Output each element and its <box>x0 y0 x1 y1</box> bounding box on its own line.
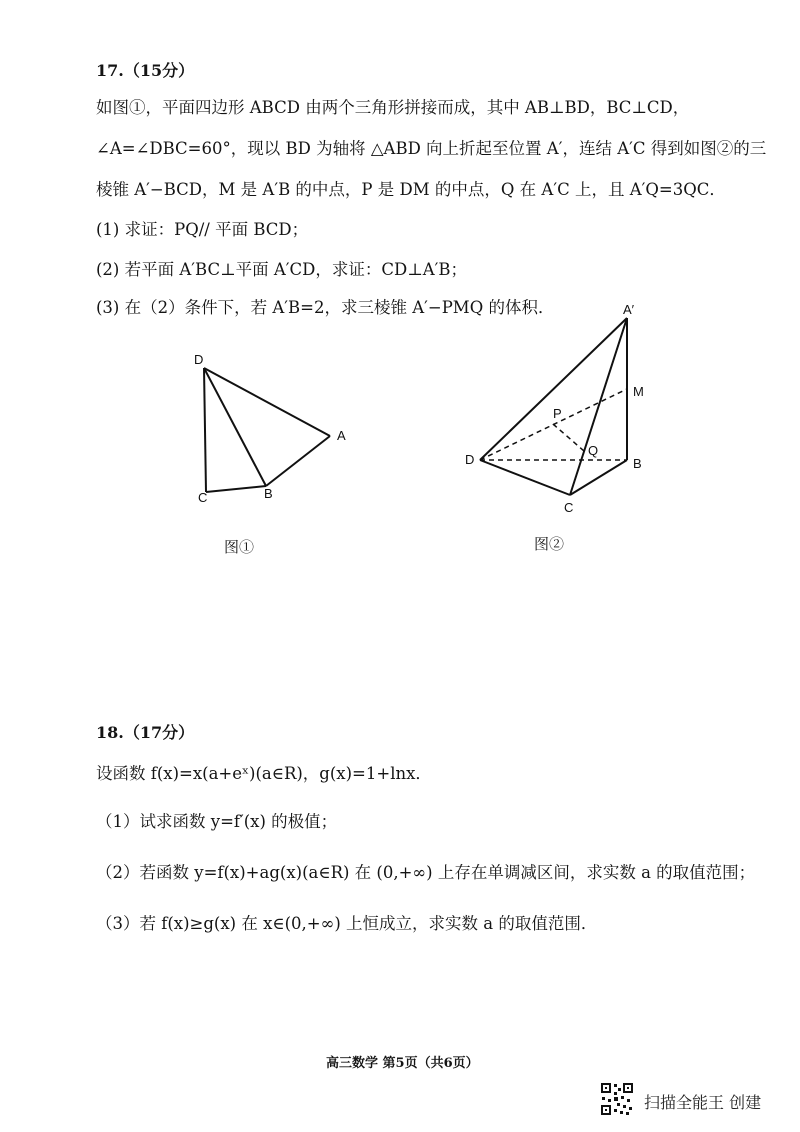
q18-intro: 设函数 f(x)=x(a+eˣ)(a∈R)，g(x)=1+lnx． <box>96 764 432 783</box>
q18-part3: （3）若 f(x)≥g(x) 在 x∈(0,+∞) 上恒成立，求实数 a 的取值范围． <box>96 914 598 933</box>
q17-part2: (2) 若平面 A′BC⊥平面 A′CD，求证：CD⊥A′B； <box>96 260 468 279</box>
q17-header: 17.（15分） <box>96 61 195 80</box>
figure-2-caption: 图② <box>534 535 565 553</box>
q18-part2: （2）若函数 y=f(x)+ag(x)(a∈R) 在 (0,+∞) 上存在单调减区间，求实数 a 的取值范围； <box>96 863 756 882</box>
q18-header: 18.（17分） <box>96 723 195 742</box>
label-a: A <box>337 428 346 443</box>
q17-part3: (3) 在（2）条件下，若 A′B=2，求三棱锥 A′−PMQ 的体积． <box>96 298 555 317</box>
q18-part1: （1）试求函数 y=f′(x) 的极值； <box>96 812 338 831</box>
label-q: Q <box>588 443 599 458</box>
label-c: C <box>198 490 208 505</box>
edge-ba <box>266 436 330 486</box>
label-p: P <box>553 406 562 421</box>
label-a-prime: A′ <box>623 302 635 317</box>
qr-code-icon <box>600 1082 634 1116</box>
scanner-watermark: 扫描全能王 创建 <box>644 1093 762 1112</box>
label-d: D <box>465 452 475 467</box>
figure-2 <box>455 300 675 520</box>
segment-p-q <box>553 424 584 451</box>
label-m: M <box>633 384 644 399</box>
page-footer: 高三数学 第5页（共6页） <box>326 1056 479 1071</box>
label-d: D <box>194 352 204 367</box>
q17-line1: 如图①，平面四边形 ABCD 由两个三角形拼接而成，其中 AB⊥BD，BC⊥CD， <box>96 98 690 117</box>
edge-dc <box>204 368 206 492</box>
label-b: B <box>264 486 273 501</box>
label-b: B <box>633 456 642 471</box>
figure-1 <box>180 350 380 520</box>
q17-line2: ∠A=∠DBC=60°，现以 BD 为轴将 △ABD 向上折起至位置 A′，连结 A′C 得到如图②的三 <box>96 139 767 158</box>
label-c: C <box>564 500 574 515</box>
edge-d-c <box>480 460 570 495</box>
q17-line3: 棱锥 A′−BCD，M 是 A′B 的中点，P 是 DM 的中点，Q 在 A′C 上，且 A′Q=3QC． <box>96 180 726 199</box>
q17-part1: (1) 求证：PQ// 平面 BCD； <box>96 220 309 239</box>
figure-1-caption: 图① <box>224 538 255 556</box>
edge-cb <box>206 486 266 492</box>
